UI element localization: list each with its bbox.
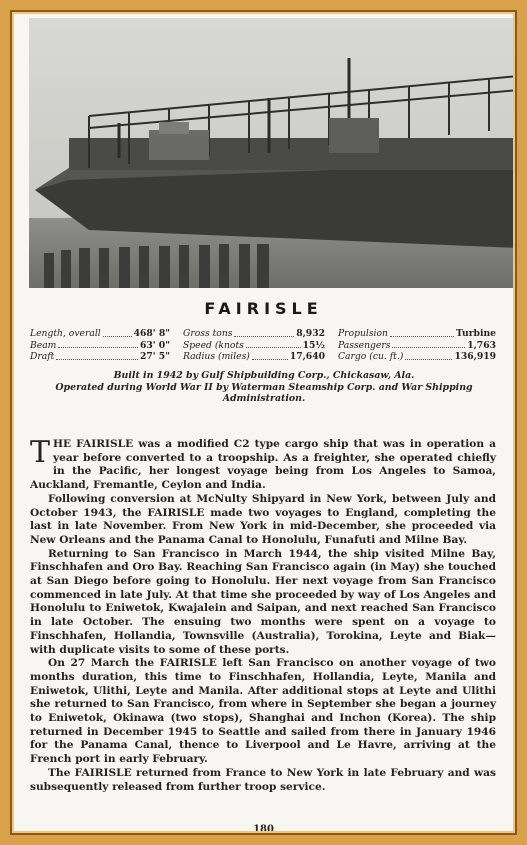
spec-row [183,351,325,363]
spec-value: 468' 8" [133,328,170,339]
page-number: 180 [253,824,274,831]
spec-row [338,328,496,340]
specs-column-dimensions [30,328,170,363]
spec-value: 8,932 [296,328,325,339]
specs-column-performance [183,328,325,363]
paragraph: Returning to San Francisco in March 1944, the ship visited Milne Bay, Finschhafen and Oro Bay. Reaching San Francisco again (in May) she touched at San Diego before going to Honolulu. Her next voyage from San Francisco commenced in late July. At that time she proceeded by way of Los Angeles and Honolulu to Eniwetok, Kwajalein and Saipan, and next reached San Francisco in late October. The ensuing two months were spent on a voyage to Finschhafen, Hollandia, Townsville (Australia), Torokina, Leyte and Biak—with duplicate visits to some of these ports. [30,547,496,656]
paragraph: THE FAIRISLE was a modified C2 type cargo ship that was in operation a year before converted to a troopship. As a freighter, she operated chiefly in the Pacific, her longest voyage being from Los Angeles to Samoa, Auckland, Fremantle, Ceylon and India. [30,435,496,492]
paragraph: Following conversion at McNulty Shipyard in New York, between July and October 1943, the FAIRISLE made two voyages to England, completing the last in late November. From New York in mid-December, she proceeded via New Orleans and the Panama Canal to Honolulu, Funafuti and Milne Bay. [30,492,496,546]
build-info [34,370,494,405]
spec-row [30,340,170,352]
spec-value: 17,640 [289,351,325,362]
spec-label: Passengers [338,339,391,351]
spec-value: 27' 5" [140,351,170,362]
spec-value: Turbine [456,328,496,339]
spec-row [183,328,325,340]
spec-label: Cargo (cu. ft.) [338,351,404,362]
paragraph: On 27 March the FAIRISLE left San Francisco on another voyage of two months duration, this time to Finschhafen, Hollandia, Leyte, Manila and Eniwetok, Ulithi, Leyte and Manila. After additional stops at Leyte and Ulithi she returned to San Francisco, from where in September she began a journey to Eniwetok, Okinawa (two stops), Shanghai and Inchon (Korea). The ship returned in December 1945 to Seattle and sailed from there in January 1946 for the Panama Canal, thence to Liverpool and Le Havre, arriving at the French port in early February. [30,657,496,766]
spec-row [30,351,170,363]
spec-row [338,340,496,352]
spec-value: 136,919 [454,351,496,362]
spec-row [338,351,496,363]
spec-value: 63' 0" [140,339,170,351]
spec-row [30,328,170,340]
spec-label: Draft [30,351,55,362]
operator-line: Operated during World War II by Waterman Steamship Corp. and War Shipping Administration. [55,381,473,404]
spec-value: 1,763 [467,339,496,351]
spec-row [183,340,325,352]
ship-name-title: FAIRISLE [204,299,323,318]
specs-column-capacity [338,328,496,363]
ship-photo [29,18,513,288]
spec-label: Gross tons [183,328,233,339]
paragraph: The FAIRISLE returned from France to New York in late February and was subsequently released from further troop service. [30,766,496,793]
spec-label: Beam [30,339,57,351]
book-page [14,14,513,831]
spec-label: Speed (knots [183,339,244,351]
spec-value: 15½ [302,339,325,351]
spec-label: Length, overall [30,328,101,339]
build-line: Built in 1942 by Gulf Shipbuilding Corp., Chickasaw, Ala. [113,370,415,381]
history-text [30,435,496,794]
spec-label: Propulsion [338,328,388,339]
spec-label: Radius (miles) [183,351,250,362]
drop-cap: T [30,435,51,470]
